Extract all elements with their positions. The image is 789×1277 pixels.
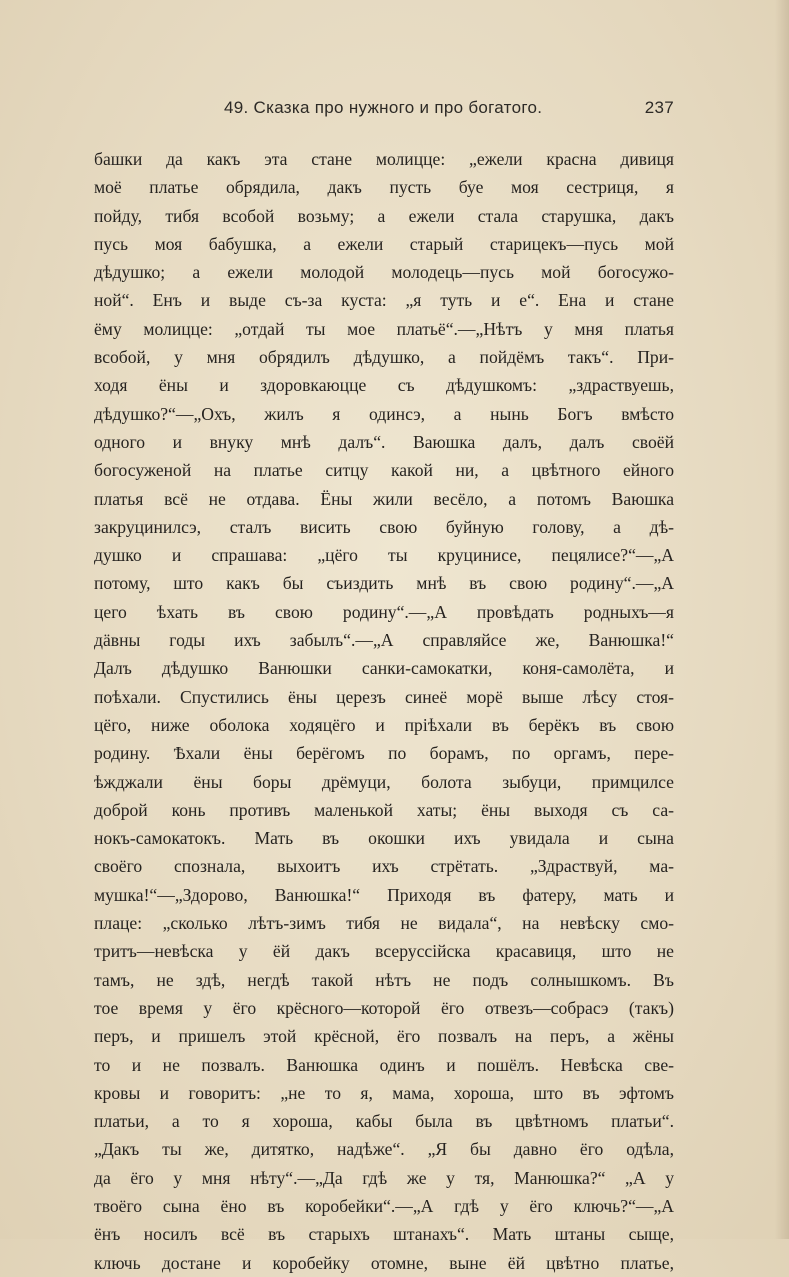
text-line: нокъ-самокатокъ. Мать въ окошки ихъ увидала и сына	[94, 828, 674, 849]
text-line: да ёго у мня нѣту“.—„Да гдѣ же у тя, Манюшка?“ „А у	[94, 1167, 674, 1188]
text-line: „Дакъ ты же, дитятко, надѣже“. „Я бы давно ёго одѣла,	[94, 1139, 674, 1160]
text-line: тое время у ёго крёсного—которой ёго отвезъ—собрасэ (такъ)	[94, 997, 674, 1018]
text-line: пойду, тибя всобой возьму; а ежели стала старушка, дакъ	[94, 205, 674, 226]
text-line: то и не позвалъ. Ванюшка одинъ и пошёлъ. Невѣска све-	[94, 1054, 674, 1075]
body-text	[94, 145, 674, 1277]
text-line: тамъ, не здѣ, негдѣ такой нѣтъ не подъ солнышкомъ. Въ	[94, 969, 674, 990]
text-line: плаце: „сколько лѣтъ-зимъ тибя не видала“, на невѣску смо-	[94, 913, 674, 934]
text-line: своёго спознала, выхоитъ ихъ стрётать. „Здраствуй, ма-	[94, 856, 674, 877]
text-line: ёму молицце: „отдай ты мое платьё“.—„Нѣтъ у мня платья	[94, 318, 674, 339]
text-line: богосуженой на платье ситцу какой ни, а цвѣтного ейного	[94, 460, 674, 481]
text-line: ной“. Енъ и выде съ-за куста: „я туть и е“. Ена и стане	[94, 290, 674, 311]
text-line: всобой, у мня обрядилъ дѣдушко, а пойдёмъ такъ“. При-	[94, 347, 674, 368]
text-line: родину. Ѣхали ёны берёгомъ по борамъ, по оргамъ, пере-	[94, 743, 674, 764]
text-line: дѣдушко?“—„Охъ, жилъ я одинсэ, а нынь Богъ вмѣсто	[94, 403, 674, 424]
text-line: доброй конь противъ маленькой хаты; ёны выходя съ са-	[94, 799, 674, 820]
text-line: моё платье обрядила, дакъ пусть буе моя сестриця, я	[94, 177, 674, 198]
text-line: дäвны годы ихъ забылъ“.—„А справляйсе же, Ванюшка!“	[94, 630, 674, 651]
text-line: платья всё не отдава. Ёны жили весёло, а потомъ Ваюшка	[94, 488, 674, 509]
text-line: дѣдушко; а ежели молодой молодець—пусь мой богосужо-	[94, 262, 674, 283]
text-line: ходя ёны и здоровкаюцце съ дѣдушкомъ: „здраствуешь,	[94, 375, 674, 396]
text-line: одного и внуку мнѣ далъ“. Ваюшка далъ, далъ своёй	[94, 431, 674, 452]
page-number: 237	[644, 98, 674, 117]
page-edge-shadow	[775, 0, 789, 1239]
text-line: поѣхали. Спустились ёны церезъ синеё морё выше лѣсу стоя-	[94, 686, 674, 707]
text-line: душко и спрашава: „цёго ты круцинисе, пецялисе?“—„А	[94, 545, 674, 566]
text-line: цёго, ниже оболока ходяцёго и пріѣхали въ берёкъ въ свою	[94, 714, 674, 735]
text-line: Далъ дѣдушко Ванюшки санки-самокатки, коня-самолёта, и	[94, 658, 674, 679]
text-line: мушка!“—„Здорово, Ванюшка!“ Приходя въ фатеру, мать и	[94, 884, 674, 905]
text-line: цего ѣхать въ свою родину“.—„А провѣдать родныхъ—я	[94, 601, 674, 622]
text-line: кровы и говоритъ: „не то я, мама, хороша, што въ эфтомъ	[94, 1082, 674, 1103]
running-header	[94, 98, 674, 124]
text-line: пусь моя бабушка, а ежели старый старицекъ—пусь мой	[94, 233, 674, 254]
text-line: потому, што какъ бы съиздить мнѣ въ свою родину“.—„А	[94, 573, 674, 594]
text-line: ѣжджали ёны боры дрёмуци, болота зыбуци, примцилсе	[94, 771, 674, 792]
text-line: ёнъ носилъ всё въ старыхъ штанахъ“. Мать штаны сыще,	[94, 1224, 674, 1245]
text-line: перъ, и пришелъ этой крёсной, ёго позвалъ на перъ, а жёны	[94, 1026, 674, 1047]
running-title: 49. Сказка про нужного и про богатого.	[224, 98, 543, 117]
text-line: закруцинилсэ, сталъ висить свою буйную голову, а дѣ-	[94, 516, 674, 537]
text-line: тритъ—невѣска у ёй дакъ всеруссійска красавиця, што не	[94, 941, 674, 962]
text-line: башки да какъ эта стане молицце: „ежели красна дивиця	[94, 149, 674, 169]
text-line: твоёго сына ёно въ коробейки“.—„А гдѣ у ёго ключь?“—„А	[94, 1195, 674, 1216]
text-line: платьи, а то я хороша, кабы была въ цвѣтномъ платьи“.	[94, 1111, 674, 1132]
text-line: ключь достане и коробейку отомне, выне ёй цвѣтно платье,	[94, 1252, 674, 1273]
